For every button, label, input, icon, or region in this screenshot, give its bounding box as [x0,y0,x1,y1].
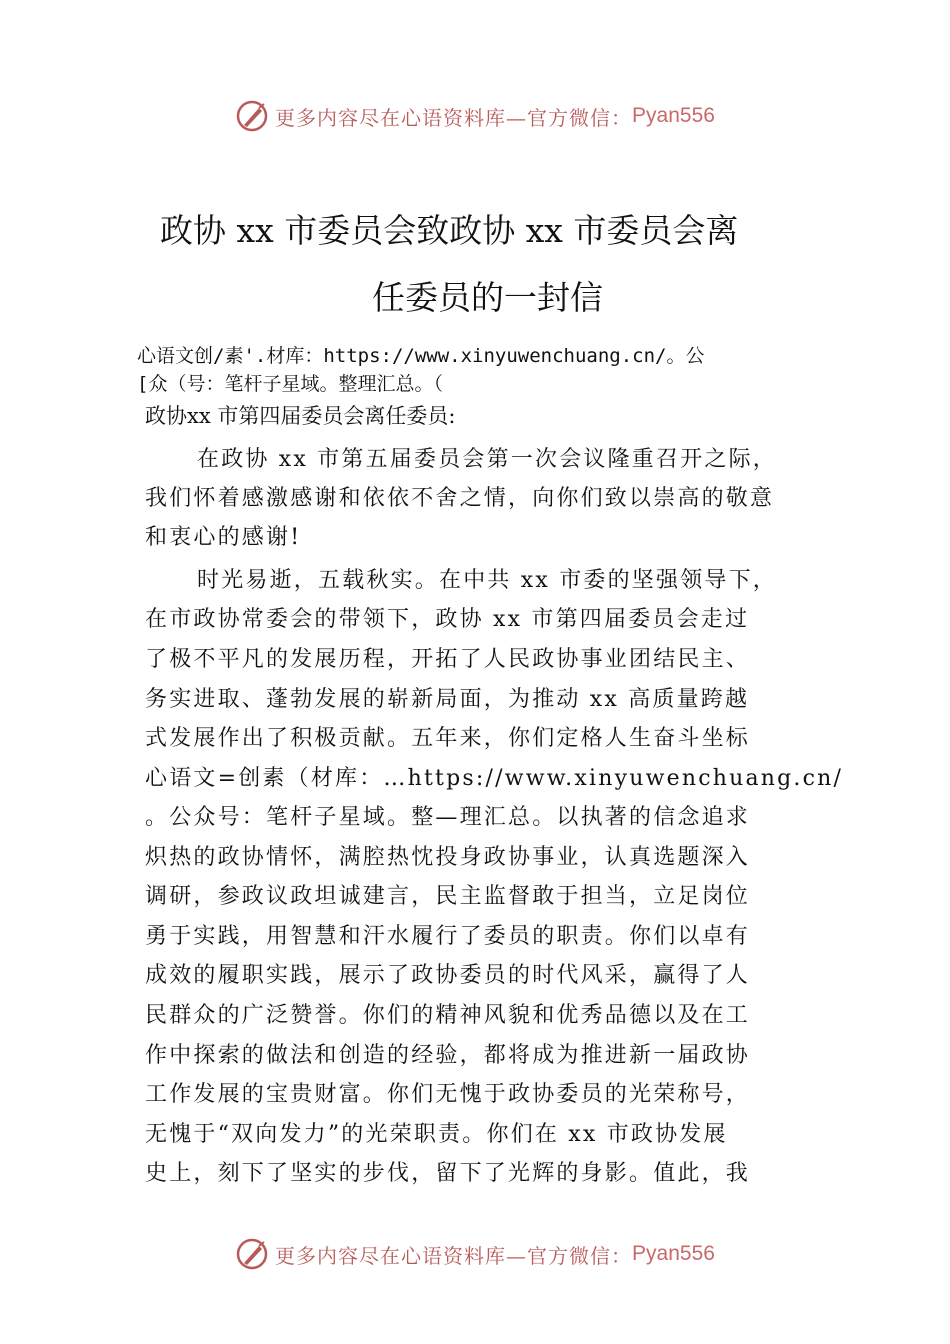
body-line: 务实进取、蓬勃发展的崭新局面，为推动 xx 高质量跨越 [145,687,750,712]
source-note-line-2: [众（号：笔杆子星域。整理汇总。（ [137,373,443,395]
body-line: 在政协 xx 市第五届委员会第一次会议隆重召开之际， [197,447,778,472]
banner-wechat-id: Pyan556 [632,104,715,127]
source-note-line-1: 心语文创/素'.材库：https://www.xinyuwenchuang.cn/。公 [137,345,705,367]
banner-text: 更多内容尽在心语资料库—官方微信： [275,105,633,130]
body-line: 我们怀着感激感谢和依依不舍之情，向你们致以崇高的敬意 [145,486,775,511]
body-line: 成效的履职实践，展示了政协委员的时代风采，赢得了人 [145,963,751,988]
body-line: 作中探索的做法和创造的经验，都将成为推进新一届政协 [145,1043,751,1068]
body-line: 勇于实践，用智慧和汗水履行了委员的职责。你们以卓有 [145,924,751,949]
body-line: 时光易逝，五载秋实。在中共 xx 市委的坚强领导下， [197,568,778,593]
body-line: 史上，刻下了坚实的步伐，留下了光辉的身影。值此，我 [145,1161,751,1186]
body-line: 调研，参政议政坦诚建言，民主监督敢于担当，立足岗位 [145,884,751,909]
salutation: 政协xx 市第四届委员会离任委员: [145,404,456,428]
body-line: 民群众的广泛赞誉。你们的精神风貌和优秀品德以及在工 [145,1003,751,1028]
body-line: 式发展作出了积极贡献。五年来，你们定格人生奋斗坐标 [145,726,751,751]
document-title-line-1: 政协 xx 市委员会致政协 xx 市委员会离 [160,211,739,250]
banner-text: 更多内容尽在心语资料库—官方微信： [275,1243,633,1268]
body-line: 工作发展的宝贵财富。你们无愧于政协委员的光荣称号， [145,1082,751,1107]
body-line: 在市政协常委会的带领下，政协 xx 市第四届委员会走过 [145,607,750,632]
body-line: 无愧于“双向发力”的光荣职责。你们在 xx 市政协发展 [145,1122,728,1147]
body-line: 心语文=创素（材库：…https://www.xinyuwenchuang.cn/ [145,766,844,791]
body-line: 炽热的政协情怀，满腔热忱投身政协事业，认真选题深入 [145,845,751,870]
footer-banner [0,1232,950,1276]
quill-pen-logo-icon [235,99,269,133]
quill-pen-logo-icon [235,1237,269,1271]
header-banner [0,94,950,138]
banner-wechat-id: Pyan556 [632,1242,715,1265]
body-line: 了极不平凡的发展历程，开拓了人民政协事业团结民主、 [145,647,751,672]
document-title-line-2: 任委员的一封信 [372,278,603,317]
body-line: 。公众号：笔杆子星域。整—理汇总。以执著的信念追求 [145,805,751,830]
body-line: 和衷心的感谢! [145,525,302,550]
